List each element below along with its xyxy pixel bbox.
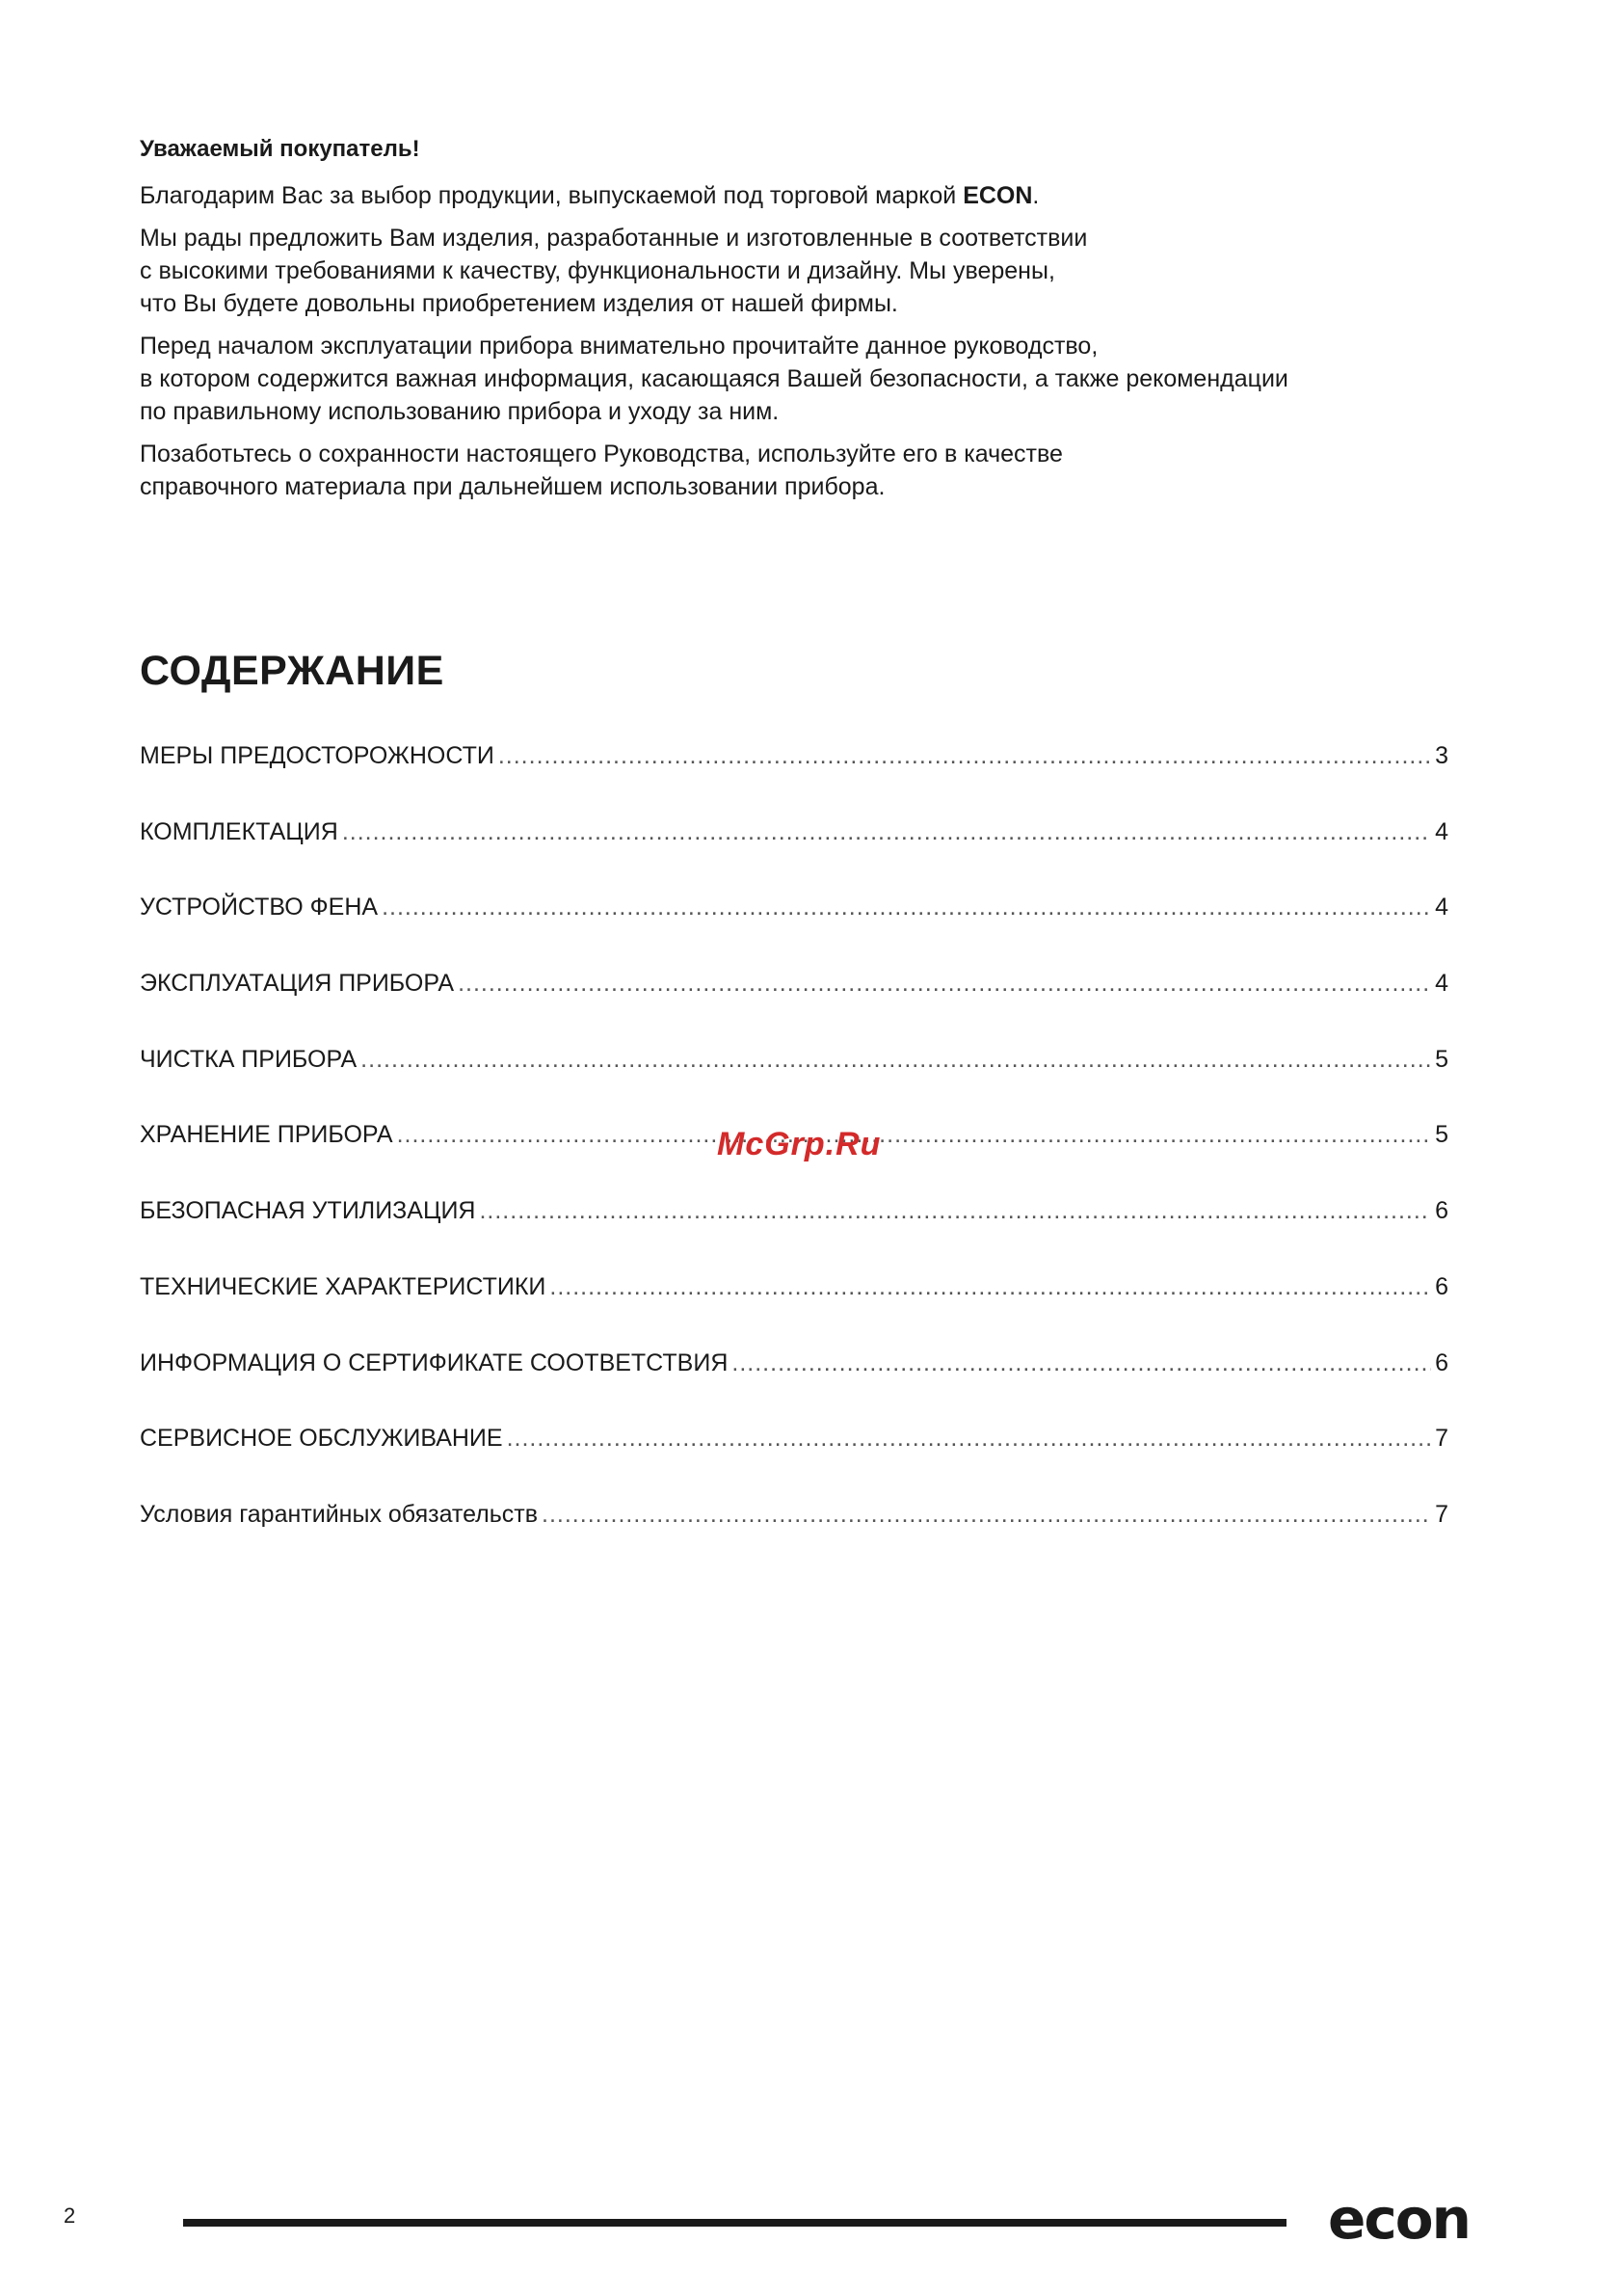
toc-item-label: ЭКСПЛУАТАЦИЯ ПРИБОРА bbox=[140, 970, 455, 998]
toc-item-disposal[interactable] bbox=[140, 1197, 1448, 1273]
toc-item-label: ХРАНЕНИЕ ПРИБОРА bbox=[140, 1121, 393, 1149]
toc-item-precautions[interactable] bbox=[140, 742, 1448, 818]
toc-leader-dots bbox=[542, 1501, 1431, 1529]
toc-item-page: 7 bbox=[1435, 1500, 1448, 1528]
logo-text: econ bbox=[1328, 2196, 1470, 2246]
toc-item-package-contents[interactable] bbox=[140, 818, 1448, 894]
toc-item-page: 3 bbox=[1435, 742, 1448, 769]
paragraph-line: с высокими требованиями к качеству, функциональности и дизайну. Мы уверены, bbox=[140, 257, 1055, 284]
toc-item-device-structure[interactable] bbox=[140, 894, 1448, 970]
paragraph-line: Позаботьтесь о сохранности настоящего Руководства, используйте его в качестве bbox=[140, 441, 1063, 467]
keep-manual-paragraph bbox=[140, 438, 1489, 503]
toc-item-page: 4 bbox=[1435, 894, 1448, 921]
toc-leader-dots bbox=[458, 970, 1431, 998]
toc-item-label: МЕРЫ ПРЕДОСТОРОЖНОСТИ bbox=[140, 742, 494, 769]
econ-logo bbox=[1328, 2196, 1501, 2246]
thanks-suffix: . bbox=[1032, 182, 1040, 209]
toc-item-service[interactable] bbox=[140, 1425, 1448, 1501]
brand-name: ECON bbox=[963, 182, 1033, 209]
toc-item-certificate[interactable] bbox=[140, 1349, 1448, 1426]
toc-item-warranty[interactable] bbox=[140, 1501, 1448, 1577]
toc-item-page: 6 bbox=[1435, 1272, 1448, 1300]
toc-item-page: 4 bbox=[1435, 817, 1448, 845]
toc-item-label: ТЕХНИЧЕСКИЕ ХАРАКТЕРИСТИКИ bbox=[140, 1272, 546, 1300]
toc-item-label: ИНФОРМАЦИЯ О СЕРТИФИКАТЕ СООТВЕТСТВИЯ bbox=[140, 1348, 729, 1376]
read-manual-paragraph bbox=[140, 330, 1489, 428]
intro-section bbox=[140, 133, 1489, 513]
paragraph-line: по правильному использованию прибора и уходу за ним. bbox=[140, 398, 780, 425]
toc-item-label: БЕЗОПАСНАЯ УТИЛИЗАЦИЯ bbox=[140, 1197, 476, 1225]
toc-leader-dots bbox=[507, 1425, 1432, 1453]
paragraph-line: что Вы будете довольны приобретением изделия от нашей фирмы. bbox=[140, 290, 898, 317]
toc-leader-dots bbox=[479, 1197, 1431, 1225]
toc-item-label: Условия гарантийных обязательств bbox=[140, 1500, 539, 1528]
toc-item-cleaning[interactable] bbox=[140, 1046, 1448, 1122]
toc-item-page: 4 bbox=[1435, 970, 1448, 998]
greeting-heading: Уважаемый покупатель! bbox=[140, 136, 420, 162]
toc-leader-dots bbox=[382, 894, 1431, 921]
paragraph-line: Мы рады предложить Вам изделия, разработанные и изготовленные в соответствии bbox=[140, 225, 1088, 252]
toc-item-specifications[interactable] bbox=[140, 1273, 1448, 1349]
toc-item-label: КОМПЛЕКТАЦИЯ bbox=[140, 817, 338, 845]
paragraph-line: в котором содержится важная информация, касающаяся Вашей безопасности, а также рекомендации bbox=[140, 365, 1288, 392]
page-number: 2 bbox=[64, 2203, 76, 2228]
toc-item-page: 6 bbox=[1435, 1348, 1448, 1376]
toc-item-page: 5 bbox=[1435, 1045, 1448, 1073]
toc-leader-dots bbox=[549, 1273, 1431, 1301]
toc-item-label: СЕРВИСНОЕ ОБСЛУЖИВАНИЕ bbox=[140, 1425, 503, 1453]
thanks-paragraph bbox=[140, 179, 1489, 212]
toc-item-page: 7 bbox=[1435, 1425, 1448, 1453]
toc-leader-dots bbox=[397, 1121, 1432, 1149]
thanks-text: Благодарим Вас за выбор продукции, выпускаемой под торговой маркой bbox=[140, 182, 964, 209]
toc-leader-dots bbox=[731, 1349, 1431, 1377]
offer-paragraph bbox=[140, 222, 1489, 320]
paragraph-line: справочного материала при дальнейшем использовании прибора. bbox=[140, 473, 886, 500]
toc-leader-dots bbox=[342, 818, 1431, 846]
paragraph-line: Перед началом эксплуатации прибора внимательно прочитайте данное руководство, bbox=[140, 333, 1099, 360]
watermark: McGrp.Ru bbox=[717, 1126, 882, 1162]
toc-item-page: 5 bbox=[1435, 1121, 1448, 1149]
toc-leader-dots bbox=[360, 1046, 1431, 1074]
footer-divider bbox=[183, 2219, 1286, 2227]
toc-item-label: ЧИСТКА ПРИБОРА bbox=[140, 1045, 358, 1073]
toc-item-page: 6 bbox=[1435, 1197, 1448, 1225]
toc-item-label: УСТРОЙСТВО ФЕНА bbox=[140, 894, 379, 921]
toc-leader-dots bbox=[498, 742, 1431, 770]
toc-title: СОДЕРЖАНИЕ bbox=[140, 648, 444, 694]
toc-item-operation[interactable] bbox=[140, 970, 1448, 1046]
